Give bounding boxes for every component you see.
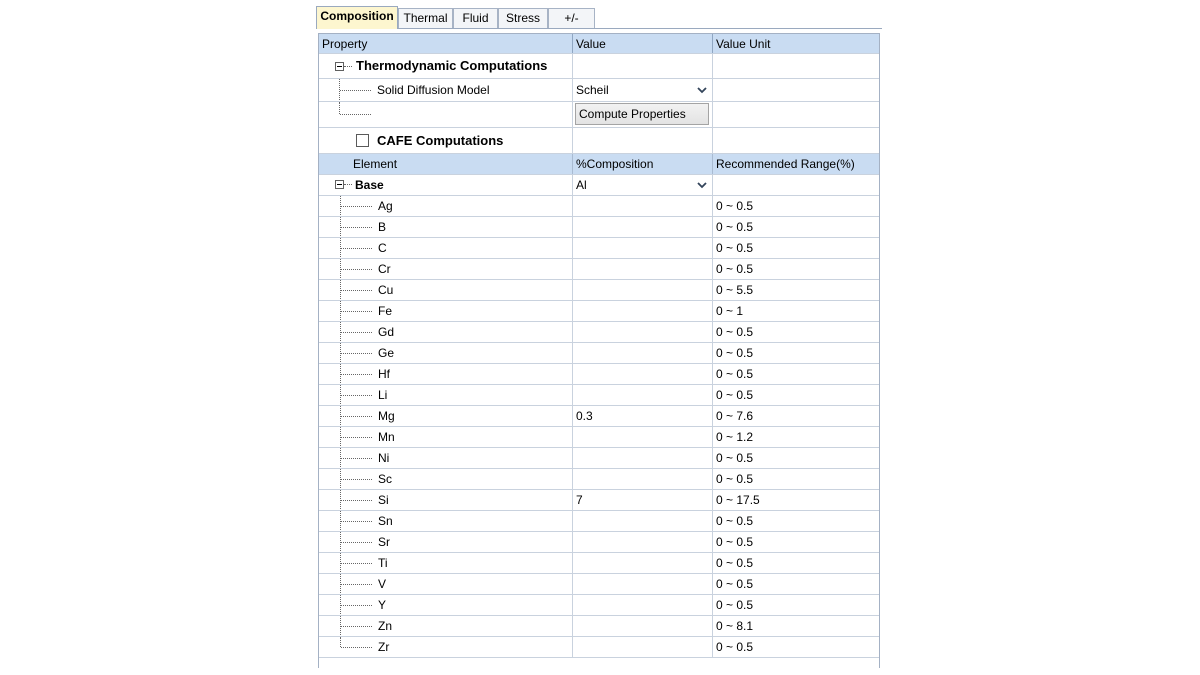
element-name-cell: [319, 574, 573, 594]
tree-connector: [341, 206, 372, 207]
element-composition[interactable]: [573, 322, 713, 342]
element-composition[interactable]: [573, 511, 713, 531]
element-composition[interactable]: [573, 280, 713, 300]
tree-connector: [341, 437, 372, 438]
tree-connector: [344, 66, 352, 67]
element-range: 0 ~ 0.5: [716, 388, 754, 402]
tree-connector: [341, 647, 372, 648]
element-name: Ag: [378, 199, 393, 213]
element-name: Li: [378, 388, 388, 402]
element-composition[interactable]: [573, 385, 713, 405]
cafe-row: [319, 128, 879, 154]
element-range: 0 ~ 0.5: [716, 220, 754, 234]
collapse-minus-icon[interactable]: [335, 180, 344, 189]
tree-connector: [341, 542, 372, 543]
element-name-cell: [319, 553, 573, 573]
element-name-cell: [319, 616, 573, 636]
element-name-cell: [319, 406, 573, 426]
table-row: [319, 196, 879, 217]
thermo-group-value: [573, 54, 713, 78]
tree-connector: [341, 227, 372, 228]
element-name: C: [378, 241, 387, 255]
tree-connector: [341, 416, 372, 417]
table-row: [319, 448, 879, 469]
element-composition[interactable]: [573, 616, 713, 636]
element-name: Ni: [378, 451, 390, 465]
element-name: Ge: [378, 346, 395, 360]
tree-connector: [341, 458, 372, 459]
table-row: [319, 385, 879, 406]
tree-connector: [340, 90, 371, 91]
element-name: B: [378, 220, 387, 234]
element-name: Hf: [378, 367, 390, 381]
collapse-minus-icon[interactable]: [335, 62, 344, 71]
table-row: [319, 343, 879, 364]
element-range: 0 ~ 0.5: [716, 367, 754, 381]
element-name-cell: [319, 532, 573, 552]
element-name: Si: [378, 493, 389, 507]
element-composition[interactable]: [573, 196, 713, 216]
tab-stress[interactable]: Stress: [498, 8, 548, 28]
element-name-cell: [319, 511, 573, 531]
element-name: Ti: [378, 556, 388, 570]
element-composition[interactable]: [573, 574, 713, 594]
element-header-composition: %Composition: [573, 154, 713, 174]
element-range: 0 ~ 5.5: [716, 283, 754, 297]
table-row: [319, 595, 879, 616]
element-range: 0 ~ 0.5: [716, 325, 754, 339]
element-composition[interactable]: [573, 238, 713, 258]
element-name: Cr: [378, 262, 391, 276]
composition-panel: [316, 6, 882, 668]
element-name-cell: [319, 448, 573, 468]
solid-diffusion-row: [319, 79, 879, 102]
tree-connector: [341, 605, 372, 606]
tree-connector: [340, 637, 341, 647]
element-header: [319, 154, 879, 175]
cafe-label: CAFE Computations: [377, 133, 504, 148]
grid-header: [319, 34, 879, 54]
element-composition[interactable]: [573, 469, 713, 489]
element-name: Zn: [378, 619, 393, 633]
tree-connector: [341, 626, 372, 627]
compute-cell: [319, 102, 573, 127]
tree-connector: [341, 374, 372, 375]
header-property: Property: [319, 34, 573, 53]
element-name-cell: [319, 280, 573, 300]
table-row: [319, 553, 879, 574]
tree-connector: [341, 584, 372, 585]
element-name: Mn: [378, 430, 395, 444]
element-range: 0 ~ 0.5: [716, 598, 754, 612]
element-name-cell: [319, 427, 573, 447]
table-row: [319, 280, 879, 301]
element-range: 0 ~ 0.5: [716, 262, 754, 276]
element-range: 0 ~ 0.5: [716, 535, 754, 549]
element-name-cell: [319, 322, 573, 342]
table-row: [319, 364, 879, 385]
tree-connector: [341, 353, 372, 354]
element-name-cell: [319, 385, 573, 405]
tab-strip: [316, 6, 882, 29]
element-composition[interactable]: [573, 553, 713, 573]
element-range: 0 ~ 0.5: [716, 346, 754, 360]
tab-add-remove[interactable]: +/-: [548, 8, 595, 28]
tree-connector: [341, 248, 372, 249]
element-composition[interactable]: [573, 301, 713, 321]
element-range: 0 ~ 0.5: [716, 577, 754, 591]
compute-properties-button[interactable]: Compute Properties: [575, 103, 709, 125]
element-composition[interactable]: [573, 448, 713, 468]
element-range: 0 ~ 8.1: [716, 619, 754, 633]
compute-row: [319, 102, 879, 128]
element-range: 0 ~ 0.5: [716, 514, 754, 528]
base-label: Base: [355, 178, 384, 192]
compute-unit: [713, 102, 879, 127]
table-row: [319, 217, 879, 238]
table-row: [319, 616, 879, 637]
chevron-down-icon[interactable]: [696, 179, 708, 191]
element-name: Mg: [378, 409, 395, 423]
tree-connector: [344, 184, 352, 185]
tree-connector: [341, 332, 372, 333]
element-range: 0 ~ 17.5: [716, 493, 760, 507]
table-row: [319, 574, 879, 595]
element-range: 0 ~ 0.5: [716, 472, 754, 486]
element-range: 0 ~ 1.2: [716, 430, 754, 444]
element-composition[interactable]: [573, 343, 713, 363]
base-value: Al: [576, 178, 587, 192]
element-range: 0 ~ 0.5: [716, 640, 754, 654]
cafe-unit: [713, 128, 879, 153]
element-name-cell: [319, 364, 573, 384]
element-name-cell: [319, 595, 573, 615]
tree-connector: [341, 479, 372, 480]
tree-connector: [341, 269, 372, 270]
element-name-cell: [319, 301, 573, 321]
element-header-name: Element: [319, 154, 573, 174]
element-composition[interactable]: [573, 259, 713, 279]
base-unit: [713, 175, 879, 195]
tab-composition[interactable]: Composition: [316, 6, 398, 29]
base-row: [319, 175, 879, 196]
element-name: Sn: [378, 514, 393, 528]
solid-diffusion-cell: [319, 79, 573, 101]
element-name: Sc: [378, 472, 393, 486]
base-select[interactable]: [573, 175, 713, 195]
checkbox-icon[interactable]: [356, 134, 369, 147]
table-row: [319, 637, 879, 658]
element-range: 0 ~ 0.5: [716, 199, 754, 213]
tree-connector: [341, 563, 372, 564]
tab-fluid[interactable]: Fluid: [453, 8, 498, 28]
element-name: Fe: [378, 304, 393, 318]
table-row: [319, 301, 879, 322]
element-name-cell: [319, 217, 573, 237]
element-name: Gd: [378, 325, 395, 339]
solid-diffusion-label: Solid Diffusion Model: [377, 83, 490, 97]
element-composition[interactable]: [573, 595, 713, 615]
solid-diffusion-select[interactable]: [573, 79, 713, 101]
tree-connector: [341, 395, 372, 396]
tree-connector: [341, 311, 372, 312]
table-row: [319, 322, 879, 343]
element-range: 0 ~ 0.5: [716, 241, 754, 255]
element-composition[interactable]: [573, 427, 713, 447]
table-row: [319, 259, 879, 280]
element-name: Y: [378, 598, 387, 612]
tree-connector: [341, 521, 372, 522]
element-name: Sr: [378, 535, 390, 549]
element-composition[interactable]: [573, 364, 713, 384]
thermo-group-row: [319, 54, 879, 79]
base-cell: [319, 175, 573, 195]
cafe-value: [573, 128, 713, 153]
table-row: [319, 532, 879, 553]
table-row: [319, 490, 879, 511]
table-row: [319, 238, 879, 259]
solid-diffusion-value: Scheil: [576, 83, 609, 97]
solid-diffusion-unit: [713, 79, 879, 101]
chevron-down-icon[interactable]: [696, 84, 708, 96]
element-name-cell: [319, 196, 573, 216]
element-name-cell: [319, 259, 573, 279]
element-composition[interactable]: [573, 532, 713, 552]
tab-thermal[interactable]: Thermal: [398, 8, 453, 28]
element-range: 0 ~ 0.5: [716, 556, 754, 570]
element-list: [319, 196, 879, 658]
element-range: 0 ~ 0.5: [716, 451, 754, 465]
element-composition[interactable]: [573, 637, 713, 657]
tree-connector: [339, 102, 340, 114]
thermo-group-cell: [319, 54, 573, 78]
element-name-cell: [319, 343, 573, 363]
element-composition[interactable]: 7: [573, 490, 713, 510]
header-value: Value: [573, 34, 713, 53]
table-row: [319, 427, 879, 448]
element-composition[interactable]: 0.3: [573, 406, 713, 426]
element-name-cell: [319, 238, 573, 258]
thermo-group-label: Thermodynamic Computations: [356, 58, 548, 73]
cafe-cell: [319, 128, 573, 153]
table-row: [319, 469, 879, 490]
table-row: [319, 406, 879, 427]
header-value-unit: Value Unit: [716, 37, 771, 51]
thermo-group-unit: [713, 54, 879, 78]
compute-button-cell: [573, 102, 713, 127]
element-name: Cu: [378, 283, 394, 297]
element-name: V: [378, 577, 387, 591]
element-name-cell: [319, 469, 573, 489]
tree-connector: [341, 290, 372, 291]
tree-connector: [341, 500, 372, 501]
element-composition[interactable]: [573, 217, 713, 237]
tree-connector: [340, 114, 371, 115]
property-grid: [318, 33, 880, 668]
element-name: Zr: [378, 640, 390, 654]
element-range: 0 ~ 7.6: [716, 409, 754, 423]
element-name-cell: [319, 490, 573, 510]
element-name-cell: [319, 637, 573, 657]
element-header-range: Recommended Range(%): [716, 157, 855, 171]
table-row: [319, 511, 879, 532]
element-range: 0 ~ 1: [716, 304, 744, 318]
